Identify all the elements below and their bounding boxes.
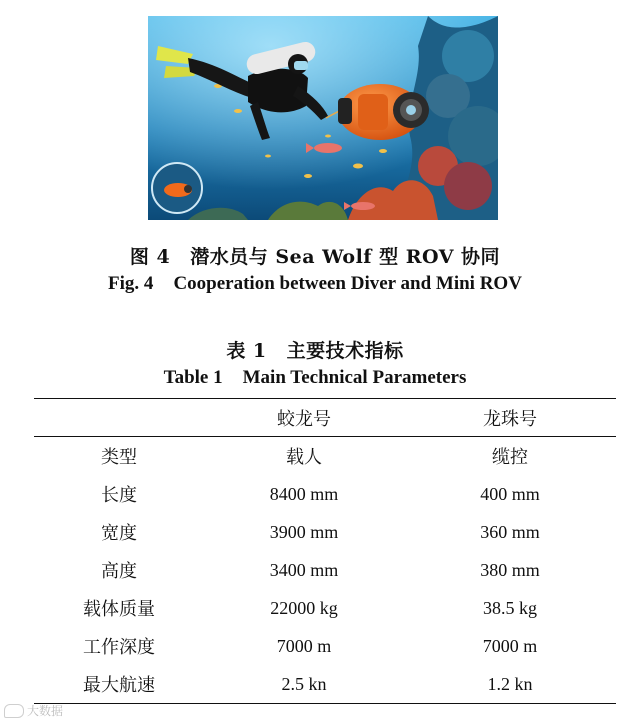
table-cell: 360 mm	[480, 521, 540, 542]
figure-caption-english	[0, 273, 630, 295]
table-number-cn: 表 1	[226, 340, 267, 362]
watermark	[4, 702, 63, 719]
table-row	[34, 627, 616, 665]
table-row	[34, 551, 616, 589]
table-row	[34, 513, 616, 551]
table-cell: 8400 mm	[269, 483, 339, 504]
figure-number-cn: 图 4	[129, 246, 171, 268]
table-row	[34, 475, 616, 513]
chat-bubble-icon	[4, 704, 24, 718]
header-cell-jiaolong: 蛟龙号	[277, 408, 331, 429]
table-header-row	[34, 399, 616, 437]
table-caption-chinese	[0, 336, 630, 363]
inset-thumbnail	[152, 163, 202, 213]
row-label: 工作深度	[83, 637, 155, 657]
underwater-scene-image	[148, 16, 498, 220]
table-title-cn: 主要技术指标	[286, 340, 404, 362]
table-row	[34, 589, 616, 627]
row-label: 类型	[101, 447, 137, 467]
row-label: 长度	[101, 485, 137, 505]
table-cell: 380 mm	[480, 559, 540, 580]
table-cell: 400 mm	[480, 483, 540, 504]
table-row	[34, 437, 616, 476]
row-label: 载体质量	[83, 599, 155, 619]
table-cell: 缆控	[492, 447, 528, 467]
table-title-en: Main Technical Parameters	[242, 367, 467, 388]
header-cell-blank	[34, 399, 204, 437]
table-number-en: Table 1	[163, 367, 223, 388]
figure-photo	[148, 16, 498, 220]
table-cell: 载人	[286, 447, 322, 467]
table-cell: 2.5 kn	[281, 673, 327, 694]
row-label: 宽度	[101, 523, 137, 543]
table-cell: 22000 kg	[270, 597, 338, 618]
technical-parameters-table	[34, 398, 616, 704]
table-cell: 3900 mm	[269, 521, 339, 542]
watermark-text: 大数据	[27, 704, 64, 718]
table-cell: 3400 mm	[269, 559, 339, 580]
figure-title-en: Cooperation between Diver and Mini ROV	[173, 273, 522, 294]
header-cell-longzhu: 龙珠号	[483, 408, 537, 429]
row-label: 高度	[101, 561, 137, 581]
table-cell: 7000 m	[276, 635, 332, 656]
table-caption-english	[0, 367, 630, 389]
figure-number-en: Fig. 4	[108, 273, 154, 294]
table-cell: 7000 m	[482, 635, 538, 656]
table-row	[34, 665, 616, 704]
table-cell: 38.5 kg	[483, 597, 537, 618]
figure-caption-chinese	[0, 242, 630, 269]
figure-title-cn: 潜水员与 Sea Wolf 型 ROV 协同	[190, 246, 501, 268]
table-cell: 1.2 kn	[487, 673, 533, 694]
row-label: 最大航速	[83, 675, 155, 695]
